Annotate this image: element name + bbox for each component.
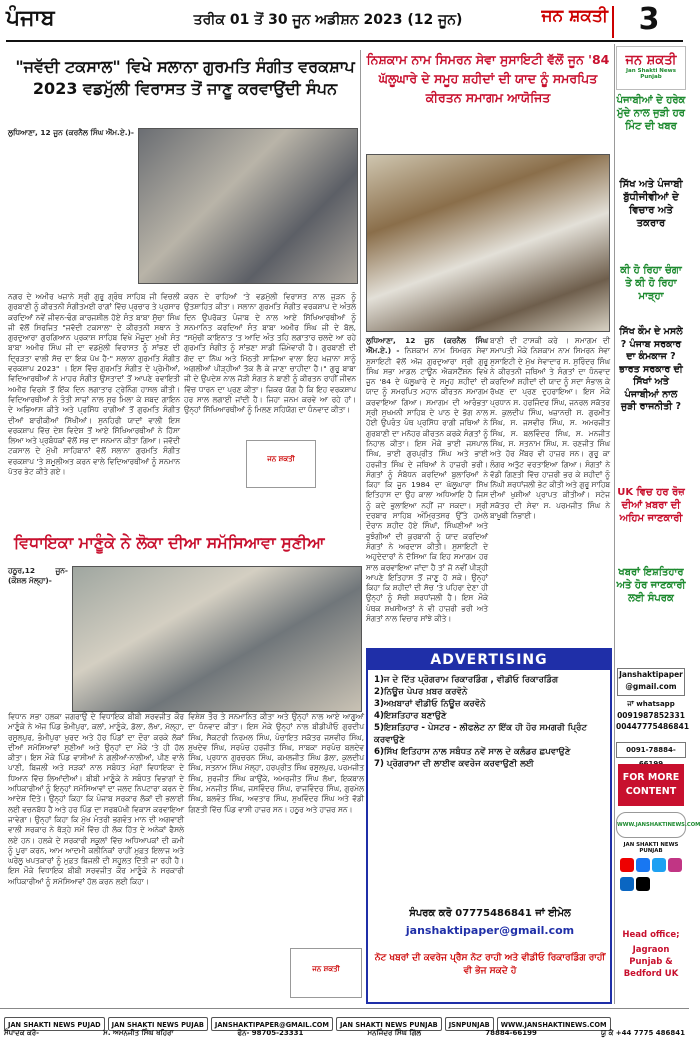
more-content-button[interactable]: FOR MORE CONTENT bbox=[618, 764, 684, 806]
article3-photo bbox=[72, 566, 362, 712]
sidebar-social-icons bbox=[619, 854, 685, 890]
sidebar-blurb-views: ਸਿੱਖ ਅਤੇ ਪੰਜਾਬੀ ਬੁੱਧੀਜੀਵੀਆਂ ਦੇ ਵਿਚਾਰ ਅਤੇ ਤਕਰਾਰ bbox=[619, 179, 683, 229]
facebook-icon[interactable] bbox=[636, 858, 650, 872]
article1-dateline-body bbox=[8, 128, 134, 292]
sidebar-blurb-contact: ਖਬਰਾਂ ਇਸ਼ਤਿਹਾਰ ਅਤੇ ਹੋਰ ਜਾਣਕਾਰੀ ਲਈ ਸੰਪਰਕ bbox=[616, 567, 686, 604]
footer-badges bbox=[4, 1012, 685, 1027]
article2-text-left: ਨਿਸ਼ਕਾਮ ਨਾਮ ਸਿਮਰਨ ਸੇਵਾ ਸੁਸਾਇਟੀ ਵੱਲੋਂ ਅੱਜ ਗੁਰਦੁਆਰਾ ਸ੍ਰੀ ਗੁਰੂ ਸਿੰਘ ਸਭਾ ਮਾਡਲ ਟਾਊਨ ਐਕਸਟੈਂਸ਼ਨ ਵਿਖੇ ਜੂਨ '84 ਦੇ ਘੱਲੂਘਾਰੇ ਦੇ ਸਮੂਹ ਸ਼ਹੀਦਾਂ ਦੀ ਯਾਦ ਨੂੰ ਸਮਰਪਿਤ ਮਹਾਨ ਕੀਰਤਨ ਸਮਾਗਮ ਕਰਵਾਇਆ ਗਿਆ। ਸਮਾਗਮ ਦੀ ਆਰੰਭਤਾ ਸ੍ਰੀ ਸੁਖਮਨੀ ਸਾਹਿਬ ਦੇ ਪਾਠ ਦੇ ਭੋਗ ਨਾਲ ਹੋਈ ਉਪਰੰਤ ਪੰਥ ਪ੍ਰਸਿੱਧ ਰਾਗੀ ਜਥਿਆਂ ਨੇ ਗੁਰਬਾਣੀ ਦਾ ਮਨੋਹਰ ਕੀਰਤਨ ਕਰਕੇ ਸੰਗਤਾਂ ਨੂੰ ਨਿਹਾਲ ਕੀਤਾ। ਇਸ ਮੌਕੇ ਭਾਈ ਜਸਪਾਲ ਸਿੰਘ, ਭਾਈ ਗੁਰਪ੍ਰੀਤ ਸਿੰਘ ਅਤੇ ਭਾਈ ਹਰਜੀਤ ਸਿੰਘ ਦੇ ਜਥਿਆਂ ਨੇ ਹਾਜ਼ਰੀ ਭਰੀ। ਸੰਗਤਾਂ ਨੂੰ ਸੰਬੋਧਨ ਕਰਦਿਆਂ ਬੁਲਾਰਿਆਂ ਨੇ ਕਿਹਾ ਕਿ ਜੂਨ 1984 ਦਾ ਘੱਲੂਘਾਰਾ ਸਿੱਖ ਇਤਿਹਾਸ ਦਾ ਉਹ ਕਾਲਾ ਅਧਿਆਇ ਹੈ ਜਿਸ ਨੂੰ ਕਦੇ ਭੁਲਾਇਆ ਨਹੀਂ ਜਾ ਸਕਦਾ। ਸ੍ਰੀ ਦਰਬਾਰ ਸਾਹਿਬ ਅੰਮ੍ਰਿਤਸਰ ਉੱਤੇ ਹਮਲੇ ਦੌਰਾਨ ਸ਼ਹੀਦ ਹੋਏ ਸਿੰਘਾਂ, ਸਿੰਘਣੀਆਂ ਅਤੇ ਭੁਝੰਗੀਆਂ ਦੀ ਕੁਰਬਾਨੀ ਨੂੰ ਯਾਦ ਕਰਦਿਆਂ ਸੰਗਤਾਂ ਨੇ ਅਰਦਾਸ ਕੀਤੀ। ਸੁਸਾਇਟੀ ਦੇ ਅਹੁਦੇਦਾਰਾਂ ਨੇ ਦੱਸਿਆ ਕਿ ਇਹ ਸਮਾਗਮ ਹਰ ਸਾਲ ਕਰਵਾਇਆ ਜਾਂਦਾ ਹੈ ਤਾਂ ਜੋ ਨਵੀਂ ਪੀੜ੍ਹੀ ਆਪਣੇ ਇਤਿਹਾਸ ਤੋਂ ਜਾਣੂ ਹੋ ਸਕੇ। ਉਨ੍ਹਾਂ ਕਿਹਾ ਕਿ ਸ਼ਹੀਦਾਂ ਦੀ ਸੋਚ 'ਤੇ ਪਹਿਰਾ ਦੇਣਾ ਹੀ ਉਨ੍ਹਾਂ ਨੂੰ ਸੱਚੀ ਸ਼ਰਧਾਂਜਲੀ ਹੈ। ਇਸ ਮੌਕੇ ਪੰਥਕ ਸ਼ਖਸੀਅਤਾਂ ਨੇ ਵੀ ਹਾਜ਼ਰੀ ਭਰੀ ਅਤੇ ਸੰਗਤਾਂ ਨਾਲ ਵਿਚਾਰ ਸਾਂਝੇ ਕੀਤੇ। bbox=[366, 346, 488, 624]
footer-badge-youtube[interactable]: JAN SHAKTI NEWS PUJAD bbox=[4, 1017, 105, 1031]
article1-logo-inset: ਜਨ ਸ਼ਕਤੀ bbox=[246, 440, 316, 488]
footer-credits bbox=[4, 1029, 685, 1042]
footer-badge-instagram[interactable]: JSNPUNJAB bbox=[445, 1017, 494, 1031]
sidebar-blurb-uk: UK ਵਿਚ ਹਰ ਰੋਜ਼ ਦੀਆਂ ਖ਼ਬਰਾ ਦੀ ਅਹਿਮ ਜਾਣਕਾਰੀ bbox=[617, 487, 685, 524]
sidebar-blurb-issues: ਸਿੱਖ ਕੌਮ ਦੇ ਮਸਲੇ ? ਪੰਜਾਬ ਸਰਕਾਰ ਦਾ ਕੰਮਕਾਜ ? ਭਾਰਤ ਸਰਕਾਰ ਦੀ ਸਿੱਖਾਂ ਅਤੇ ਪੰਜਾਬੀਆਂ ਨਾਲ ਜੁੜੀ ਰਾਜਨੀਤੀ ? bbox=[619, 326, 683, 412]
article2-dateline: ਲੁਧਿਆਣਾ, 12 ਜੂਨ (ਕਰਨੈਲ ਸਿੰਘ ਐੱਮ.ਏ.) - bbox=[366, 336, 488, 356]
page-number: 3 bbox=[638, 2, 660, 37]
footer-credit: ਸੰਪਾਦਕ ਕਰੋ- bbox=[4, 1029, 40, 1037]
advert-item: 1)ਜ ਦੇ ਦਿੱਤ ਪ੍ਰੋਗਰਾਮ ਰਿਕਾਰਡਿੰਗ , ਵੀਡੀਓ ਰਿਕਾਰਡਿੰਗ bbox=[374, 675, 559, 685]
sidebar-blurb-good-bad: ਕੀ ਹੋ ਰਿਹਾ ਚੰਗਾ ਤੇ ਕੀ ਹੋ ਰਿਹਾ ਮਾੜ੍ਹਾ bbox=[620, 265, 682, 302]
article1-body-right: ਕਰਨ ਦੇ ਰਾਹਿਆਂ 'ਤੇ ਵਡਮੁੱਲੀ ਵਿਰਾਸਤ ਨਾਲ ਜੁੜਨ ਨੂੰ ਉਤਸ਼ਾਹਿਤ ਕੀਤਾ। ਸਲਾਨਾ ਗੁਰਮਤਿ ਸੰਗੀਤ ਵਰਕਸ਼ਾਪ ਦੇ ਅੰਤਲੇ ਦਿਨ ਉਪਰੋਕਤ ਪੰਜਾਬ ਦੇ ਨਾਲ ਆਏ ਸਿੱਖਿਆਰਥੀਆਂ ਨੂੰ ਸਨਮਾਨਿਤ ਕਰਦਿਆਂ ਸੰਤ ਬਾਬਾ ਅਮੀਰ ਸਿੰਘ ਜੀ ਦੇ ਬੋਲ, "ਸਮੁੱਚੀ ਕਾਇਨਾਤ 'ਤ ਆਦਿ ਅੰਤ ਤਹਿ ਲਗਾਤਾਰ ਚਲਦੇ ਆ ਰਹੇ ਗੁਰਮਤਿ ਸੰਗੀਤ ਨੂੰ ਸਾਂਭਣਾ ਸਾਡੀ ਜ਼ਿੰਮੇਵਾਰੀ ਹੈ। ਗੁਰਬਾਣੀ ਦੀ ਗੋਦ ਦਾ ਨਿੱਘ ਅਤੇ ਮਿੱਠਤੀ ਸਾਜ਼ਿਆ ਵਾਲਾ ਇਹ ਖ਼ਜ਼ਾਨਾ ਸਾਨੂੰ ਅਗਲੀਆਂ ਪੀੜ੍ਹੀਆਂ ਤੱਕ ਲੈ ਕੇ ਜਾਣਾ ਚਾਹੀਦਾ ਹੈ।" ਗੁਰੂ ਬਾਬਾ ਜੀ ਦੇ ਉਪਦੇਸ਼ ਨਾਲ ਜੋੜੀ ਸੰਗਤ ਨੇ ਬਾਣੀ ਨੂੰ ਕੀਰਤਨ ਰਾਹੀਂ ਜੀਵਨ ਵਿੱਚ ਧਾਰਨ ਦਾ ਪ੍ਰਣ ਕੀਤਾ। ਜ਼ਿਕਰ ਯੋਗ ਹੈ ਕਿ ਇਹ ਵਰਕਸ਼ਾਪ ਹਰ ਸਾਲ ਲਗਾਈ ਜਾਂਦੀ ਹੈ। ਜਿਹਾ ਜਨਮ ਕਰਵੇ ਆ ਰਹੇ ਹਾਂ। ਉਨ੍ਹਾਂ ਸਿੱਖਿਆਰਥੀਆਂ ਨੂੰ ਮਿਲਣ ਸਹਿਯੋਗ ਦਾ ਧੰਨਵਾਦ ਕੀਤਾ। bbox=[184, 292, 356, 415]
advert-item: 7) ਪ੍ਰੋਗਰਾਮਾ ਦੀ ਲਾਈਵ ਕਵਰੇਜ ਕਰਵਾਉਣੀ ਲਈ bbox=[374, 759, 534, 769]
column-divider bbox=[360, 50, 361, 530]
article2-body-right: ਬਾਣੀ ਦੀ ਟਾਸਕੀ ਕਰੇ । ਸਮਾਗਮ ਦੀ ਸਮਾਪਤੀ ਮੌਕੇ ਨਿਸ਼ਕਾਮ ਨਾਮ ਸਿਮਰਨ ਸੇਵਾ ਸੁਸਾਇਟੀ ਦੇ ਮੁੱਖ ਸੇਵਾਦਾਰ ਸ. ਸੁਰਿੰਦਰ ਸਿੰਘ ਨੇ ਕੀਰਤਨੀ ਜਥਿਆਂ ਤੇ ਸੰਗਤਾਂ ਦਾ ਧੰਨਵਾਦ ਕਰਦਿਆਂ ਸ਼ਹੀਦਾਂ ਦੀ ਯਾਦ ਨੂੰ ਸਦਾ ਸੰਭਾਲ ਕੇ ਰੱਖਣ ਦਾ ਪ੍ਰਣ ਦੁਹਰਾਇਆ। ਇਸ ਮੌਕੇ ਪ੍ਰਧਾਨ ਸ. ਹਰਜਿੰਦਰ ਸਿੰਘ, ਜਨਰਲ ਸਕੱਤਰ ਸ. ਕੁਲਦੀਪ ਸਿੰਘ, ਖਜ਼ਾਨਚੀ ਸ. ਗੁਰਮੀਤ ਸਿੰਘ, ਸ. ਜਸਵੀਰ ਸਿੰਘ, ਸ. ਅਮਰਜੀਤ ਸਿੰਘ, ਸ. ਬਲਵਿੰਦਰ ਸਿੰਘ, ਸ. ਮਨਜੀਤ ਸਿੰਘ, ਸ. ਸਤਨਾਮ ਸਿੰਘ, ਸ. ਰਣਜੀਤ ਸਿੰਘ ਅਤੇ ਹੋਰ ਮੈਂਬਰ ਵੀ ਹਾਜ਼ਰ ਸਨ। ਗੁਰੂ ਕਾ ਲੰਗਰ ਅਤੁੱਟ ਵਰਤਾਇਆ ਗਿਆ। ਸੰਗਤਾਂ ਨੇ ਵੱਡੀ ਗਿਣਤੀ ਵਿੱਚ ਹਾਜ਼ਰੀ ਭਰ ਕੇ ਸ਼ਹੀਦਾਂ ਨੂੰ ਨਿੱਘੀ ਸ਼ਰਧਾਂਜਲੀ ਭੇਟ ਕੀਤੀ ਅਤੇ ਗੁਰੂ ਸਾਹਿਬ ਦੀਆਂ ਖੁਸ਼ੀਆਂ ਪ੍ਰਾਪਤ ਕੀਤੀਆਂ। ਸਟੇਜ ਸਕੱਤਰ ਦੀ ਸੇਵਾ ਸ. ਪਰਮਜੀਤ ਸਿੰਘ ਨੇ ਬਾਖੂਬੀ ਨਿਭਾਈ। bbox=[490, 336, 610, 521]
footer-credit: ਯੂ ਕੇ +44 7775 486841 bbox=[601, 1029, 685, 1037]
sidebar-phone-1[interactable]: 0091987852331 bbox=[617, 711, 685, 720]
footer-badge-email[interactable]: JANSHAKTIPAPER@GMAIL.COM bbox=[211, 1017, 333, 1031]
footer-badge-twitter[interactable]: JAN SHAKTI NEWS PUNJAB bbox=[336, 1017, 442, 1031]
sidebar-email-box[interactable]: Janshaktipaper @gmail.com bbox=[617, 668, 685, 696]
sidebar-blurb-news: ਪੰਜਾਬੀਆਂ ਦੇ ਹਰੇਕ ਮੁੱਦੇ ਨਾਲ ਜੁੜੀ ਹਰ ਮਿੰਟ ਦੀ ਖਬਰ bbox=[616, 95, 686, 132]
sidebar-social-label: JAN SHAKTI NEWS PUNJAB bbox=[623, 842, 679, 854]
article1-body-left: ਨਗਰ ਦੇ ਅਮੀਰ ਖਜ਼ਾਨੇ ਸ੍ਰੀ ਗੁਰੂ ਗ੍ਰੰਥ ਸਾਹਿਬ ਜੀ ਵਿਚਲੀ ਗੁਰਬਾਣੀ ਨੂੰ ਕੀਰਤਨੀ ਸੰਗੀਤਮਈ ਰਾਗਾਂ ਵਿੱਚ ਪ੍ਰਚਾਰ ਤੇ ਪ੍ਰਸਾਰ ਕਰਦਿਆਂ ਨਵੇਂ ਜੀਵਨ-ਢੰਗ ਕਾਰਜਸ਼ੀਲ ਹੋਏ ਸੰਤ ਬਾਬਾ ਸੁੱਚਾ ਸਿੰਘ ਜੀ ਵੱਲੋਂ ਸਿਰਜਿਤ "ਜਵੱਦੀ ਟਕਸਾਲ" ਦੇ ਕੀਰਤਨੀ ਸਥਾਨ ਤੇ ਗੁਰਦੁਆਰਾ ਗੁਰਗਿਆਨ ਪ੍ਰਕਾਸ਼ ਸਾਹਿਬ ਵਿਖੇ ਮੌਜੂਦਾ ਮੁਖੀ ਸੰਤ ਬਾਬਾ ਅਮੀਰ ਸਿੰਘ ਜੀ ਦਾ ਵਡਮੁੱਲੀ ਵਿਰਾਸਤ ਨੂੰ ਸਾਂਭਣ ਦੀ ਦ੍ਰਿੜਤਾ ਵਾਲੀ ਸੋਚ ਦਾ ਇਕ ਪੱਖ ਹੈ-" ਸਲਾਨਾ ਗੁਰਮਤਿ ਸੰਗੀਤ ਵਰਕਸ਼ਾਪ 2023" । ਇਸ ਵਿੱਚ ਗੁਰਮਤਿ ਸੰਗੀਤ ਦੇ ਪ੍ਰੇਮੀਆਂ, ਵਿਦਿਆਰਥੀਆਂ ਨੇ ਮਾਹਰ ਸੰਗੀਤ ਉਸਤਾਦਾਂ ਤੋਂ ਆਪਣੇ ਰਵਾਇਤੀ ਅਮੀਰ ਵਿਰਸੇ ਤੋਂ ਇੱਕ ਦਿਨ ਲਗਾਤਾਰ ਟ੍ਰੇਨਿੰਗ ਹਾਸਲ ਕੀਤੀ। ਵਿਦਿਆਰਥੀਆਂ ਨੇ ਤੰਤੀ ਸਾਜ਼ਾਂ ਨਾਲ ਸੁਰ ਮਿਲਾ ਕੇ ਸ਼ਬਦ ਗਾਇਨ ਦੇ ਅਭਿਆਸ ਕੀਤੇ ਅਤੇ ਪ੍ਰਸਿੱਧ ਰਾਗੀਆਂ ਤੋਂ ਗੁਰਮਤਿ ਸੰਗੀਤ ਦੀਆਂ ਬਾਰੀਕੀਆਂ ਸਿੱਖੀਆਂ। ਸੁਨਹਿਰੀ ਯਾਦਾਂ ਵਾਲੀ ਇਸ ਵਰਕਸ਼ਾਪ ਵਿੱਚ ਦੇਸ਼ ਵਿਦੇਸ਼ ਤੋਂ ਆਏ ਸਿੱਖਿਆਰਥੀਆਂ ਨੇ ਹਿੱਸਾ ਲਿਆ ਅਤੇ ਪ੍ਰਬੰਧਕਾਂ ਵੱਲੋਂ ਸਭ ਦਾ ਸਨਮਾਨ ਕੀਤਾ ਗਿਆ। ਜਵੱਦੀ ਟਕਸਾਲ ਦੇ ਮੁੱਖੀ ਸਾਹਿਬਾਨਾਂ ਵੱਲੋਂ ਸਲਾਨਾ ਗੁਰਮਤਿ ਸੰਗੀਤ ਵਰਕਸ਼ਾਪ 'ਤੇ ਸ਼ਮੂਲੀਅਤ ਕਰਨ ਵਾਲੇ ਵਿਦਿਆਰਥੀਆਂ ਨੂੰ ਸਨਮਾਨ ਪੱਤਰ ਭੇਟ ਕੀਤੇ ਗਏ। bbox=[8, 292, 180, 477]
instagram-icon[interactable] bbox=[668, 858, 682, 872]
section-title: ਪੰਜਾਬ bbox=[6, 6, 55, 31]
advert-contact: ਸੰਪਰਕ ਕਰੋ 07775486841 ਜਾਂ ਈਮੇਲ bbox=[409, 908, 571, 919]
sidebar-logo: ਜਨ ਸ਼ਕਤੀ bbox=[625, 53, 677, 68]
youtube-icon[interactable] bbox=[620, 858, 634, 872]
sidebar-logo-sub: Jan Shakti News Punjab bbox=[626, 68, 676, 80]
twitter-icon[interactable] bbox=[652, 858, 666, 872]
masthead-logo: ਜਨ ਸ਼ਕਤੀ bbox=[541, 6, 608, 26]
article2-headline: ਨਿਸ਼ਕਾਮ ਨਾਮ ਸਿਮਰਨ ਸੇਵਾ ਸੁਸਾਇਟੀ ਵੱਲੋਂ ਜੂਨ '84 ਘੱਲੂਘਾਰੇ ਦੇ ਸਮੂਹ ਸ਼ਹੀਦਾਂ ਦੀ ਯਾਦ ਨੂੰ ਸਮਰਪਿਤ ਕੀਰਤਨ ਸਮਾਗਮ ਆਯੋਜਿਤ bbox=[366, 52, 610, 105]
advert-email[interactable]: janshaktipaper@gmail.com bbox=[405, 924, 575, 937]
article1-dateline: ਲੁਧਿਆਣਾ, 12 ਜੂਨ (ਕਰਨੈਲ ਸਿੰਘ ਐੱਮ.ਏ.)- bbox=[8, 128, 134, 137]
article3-logo-inset: ਜਨ ਸ਼ਕਤੀ bbox=[290, 948, 362, 998]
advert-note: ਨੋਟ ਖਬਰਾਂ ਦੀ ਕਵਰੇਜ ਪ੍ਰੈਸ ਨੋਟ ਰਾਹੀ ਅਤੇ ਵੀਡੀਓ ਰਿਕਾਰਡਿੰਗ ਰਾਹੀਂ ਵੀ ਭੇਜ ਸਕਦੇ ਹੋ bbox=[374, 953, 606, 976]
article2-body-left bbox=[366, 336, 488, 646]
sidebar-logo-box bbox=[616, 46, 686, 90]
advert-band: ADVERTISING bbox=[368, 650, 610, 670]
edition-date: ਤਰੀਕ 01 ਤੋਂ 30 ਜੂਨ ਅਡੀਸ਼ਨ 2023 (12 ਜੂਨ) bbox=[193, 12, 463, 28]
article2-photo bbox=[366, 154, 610, 332]
advert-item: 4)ਇਸ਼ਤਿਹਾਰ ਬਣਾਉਣੇ bbox=[374, 711, 447, 721]
footer-credit: ਸ. ਅਮਨਜੀਤ ਸਿੰਘ ਖਹਿਰਾ bbox=[103, 1029, 174, 1037]
advert-list bbox=[374, 674, 606, 906]
footer-credit: 78884-66199 bbox=[485, 1029, 537, 1037]
article3-dateline-body bbox=[8, 566, 68, 706]
article3-headline: ਵਿਧਾਇਕਾ ਮਾਣੂੰਕੇ ਨੇ ਲੋਕਾ ਦੀਆ ਸਮੱਸਿਆਵਾ ਸੁਣੀਆ bbox=[14, 533, 325, 552]
footer-credit: ਮਨਜਿੰਦਰ ਸਿੰਘ ਗਿੱਲ bbox=[367, 1029, 422, 1037]
footer-badge-website[interactable]: WWW.JANSHAKTINEWS.COM bbox=[497, 1017, 611, 1031]
article3-dateline: ਹਠੂਰ,12 ਜੂਨ-(ਕੌਸ਼ਲ ਮੱਲ੍ਹਾ)- bbox=[8, 566, 68, 586]
article3-body-right: ਵਿਸ਼ੇਸ਼ ਤੌਰ ਤੇ ਸਨਮਾਨਿਤ ਕੀਤਾ ਅਤੇ ਉਨ੍ਹਾਂ ਨਾਲ ਆਏ ਆਗੂਆਂ ਦਾ ਧੰਨਵਾਦ ਕੀਤਾ। ਇਸ ਮੌਕੇ ਉਨ੍ਹਾਂ ਨਾਲ ਬੀਡੀਪੀਓ ਗੁਰਦੀਪ ਸਿੰਘ, ਸੈਕਟਰੀ ਨਿਰਮਲ ਸਿੰਘ, ਪੰਚਾਇਤ ਸਕੱਤਰ ਜਸਵੀਰ ਸਿੰਘ, ਸੁਖਦੇਵ ਸਿੰਘ, ਸਰਪੰਚ ਹਰਜੀਤ ਸਿੰਘ, ਸਾਬਕਾ ਸਰਪੰਚ ਬਲਦੇਵ ਸਿੰਘ, ਪ੍ਰਧਾਨ ਗੁਰਚਰਨ ਸਿੰਘ, ਕਮਲਜੀਤ ਸਿੰਘ ਡੱਲਾ, ਕੁਲਦੀਪ ਸਿੰਘ, ਸਤਨਾਮ ਸਿੰਘ ਮੱਲ੍ਹਾ, ਹਰਪ੍ਰੀਤ ਸਿੰਘ ਰਸੂਲਪੁਰ, ਪਰਮਜੀਤ ਸਿੰਘ, ਸੁਰਜੀਤ ਸਿੰਘ ਕਾਉਂਕੇ, ਅਮਰਜੀਤ ਸਿੰਘ ਲੱਖਾ, ਇਕਬਾਲ ਸਿੰਘ, ਮਨਜੀਤ ਸਿੰਘ, ਜਸਵਿੰਦਰ ਸਿੰਘ, ਰਾਜਵਿੰਦਰ ਸਿੰਘ, ਗੁਰਮੇਲ ਸਿੰਘ, ਬਲਵੰਤ ਸਿੰਘ, ਅਵਤਾਰ ਸਿੰਘ, ਸੁਖਵਿੰਦਰ ਸਿੰਘ ਅਤੇ ਵੱਡੀ ਗਿਣਤੀ ਵਿੱਚ ਪਿੰਡ ਵਾਸੀ ਹਾਜ਼ਰ ਸਨ। ਹਠੂਰ ਅਤੇ ਹਾਜ਼ਰ ਸਨ। bbox=[188, 712, 364, 814]
advert-item: 5)ਇਸ਼ਤਿਹਾਰ - ਪੇਸਟਰ - ਲੀਫਲੇਟ ਨਾ ਇੱਕ ਹੀ ਹੋਰ ਸਮਗਰੀ ਪ੍ਰਿੰਟ ਕਰਵਾਉਣੇ bbox=[374, 723, 587, 745]
advert-item: 6)ਸਿੱਖ ਇਤਿਹਾਸ ਨਾਲ ਸਬੰਧਤ ਨਵੇਂ ਸਾਲ ਦੇ ਕਲੰਡਰ ਛਪਵਾਉਣੇ bbox=[374, 747, 571, 757]
linkedin-icon[interactable] bbox=[620, 877, 634, 891]
sidebar-phone-2[interactable]: 00447775486841 bbox=[616, 722, 690, 731]
tiktok-icon[interactable] bbox=[636, 877, 650, 891]
header-rule bbox=[6, 40, 683, 42]
footer bbox=[0, 1008, 689, 1043]
head-office-title: Head office; bbox=[622, 930, 680, 940]
sidebar-phone-3[interactable]: 0091-78884- bbox=[616, 742, 686, 758]
sidebar-website[interactable]: WWW.JANSHAKTINEWS.COM bbox=[616, 812, 686, 838]
article1-headline: "ਜਵੱਦੀ ਟਕਸਾਲ" ਵਿਖੇ ਸਲਾਨਾ ਗੁਰਮਤਿ ਸੰਗੀਤ ਵਰਕਸ਼ਾਪ 2023 ਵਡਮੁੱਲੀ ਵਿਰਾਸਤ ਤੋਂ ਜਾਣੂ ਕਰਵਾਉਂਦੀ ਸੰਪਨ bbox=[15, 57, 355, 98]
advert-item: 3)ਅਖ਼ਬਾਰਾਂ ਵੀਡੀਓ ਨਿਊਜ਼ ਕਰਵੋਨੇ bbox=[374, 699, 486, 709]
article1-photo bbox=[138, 128, 358, 284]
footer-badge-facebook[interactable]: JAN SHAKTI NEWS PUJAB bbox=[108, 1017, 208, 1031]
sidebar-whatsapp-label: ਜਾਂ whatsapp bbox=[627, 700, 675, 708]
head-office: Jagraon Punjab & Bedford UK bbox=[623, 945, 679, 979]
article3-body-left: ਵਿਧਾਨ ਸਭਾ ਹਲਕਾ ਜਗਰਾਉ ਦੇ ਵਿਧਾਇਕ ਬੀਬੀ ਸਰਵਜੀਤ ਕੌਰ ਮਾਣੂੰਕੇ ਨੇ ਅੱਜ ਪਿੰਡ ਭੰਮੀਪੁਰਾ, ਕਲਾਂ, ਮਾਣੂੰਕੇ, ਡੱਲਾ, ਲੱਖਾ, ਮੱਲ੍ਹਾ, ਰਸੂਲਪੁਰ, ਭੰਮੀਪੁਰਾ ਖੁਰਦ ਅਤੇ ਹੋਰ ਪਿੰਡਾਂ ਦਾ ਦੌਰਾ ਕਰਕੇ ਲੋਕਾਂ ਦੀਆਂ ਸਮੱਸਿਆਵਾਂ ਸੁਣੀਆਂ ਅਤੇ ਉਨ੍ਹਾਂ ਦਾ ਮੌਕੇ 'ਤੇ ਹੀ ਹੱਲ ਕੀਤਾ। ਇਸ ਮੌਕੇ ਪਿੰਡ ਵਾਸੀਆਂ ਨੇ ਗਲੀਆਂ-ਨਾਲੀਆਂ, ਪੀਣ ਵਾਲੇ ਪਾਣੀ, ਬਿਜਲੀ ਅਤੇ ਸੜਕਾਂ ਨਾਲ ਸਬੰਧਤ ਮੰਗਾਂ ਵਿਧਾਇਕਾ ਦੇ ਧਿਆਨ ਵਿੱਚ ਲਿਆਂਦੀਆਂ। ਬੀਬੀ ਮਾਣੂੰਕੇ ਨੇ ਸਬੰਧਤ ਵਿਭਾਗਾਂ ਦੇ ਅਧਿਕਾਰੀਆਂ ਨੂੰ ਇਨ੍ਹਾਂ ਸਮੱਸਿਆਵਾਂ ਦਾ ਜਲਦ ਨਿਪਟਾਰਾ ਕਰਨ ਦੇ ਆਦੇਸ਼ ਦਿੱਤੇ। ਉਨ੍ਹਾਂ ਕਿਹਾ ਕਿ ਪੰਜਾਬ ਸਰਕਾਰ ਲੋਕਾਂ ਦੀ ਭਲਾਈ ਲਈ ਵਚਨਬੱਧ ਹੈ ਅਤੇ ਹਰ ਪਿੰਡ ਦਾ ਸਰਬਪੱਖੀ ਵਿਕਾਸ ਕਰਵਾਇਆ ਜਾਵੇਗਾ। ਉਨ੍ਹਾਂ ਕਿਹਾ ਕਿ ਮੁੱਖ ਮੰਤਰੀ ਭਗਵੰਤ ਮਾਨ ਦੀ ਅਗਵਾਈ ਵਾਲੀ ਸਰਕਾਰ ਨੇ ਥੋੜ੍ਹੇ ਸਮੇਂ ਵਿੱਚ ਹੀ ਲੋਕ ਹਿੱਤ ਦੇ ਅਨੇਕਾਂ ਫੈਸਲੇ ਲਏ ਹਨ। ਹਲਕੇ ਦੇ ਸਰਕਾਰੀ ਸਕੂਲਾਂ ਵਿੱਚ ਅਧਿਆਪਕਾਂ ਦੀ ਕਮੀ ਨੂੰ ਪੂਰਾ ਕਰਨ, ਆਮ ਆਦਮੀ ਕਲੀਨਿਕਾਂ ਰਾਹੀਂ ਮੁਫ਼ਤ ਇਲਾਜ ਅਤੇ ਘਰੇਲੂ ਖਪਤਕਾਰਾਂ ਨੂੰ ਮੁਫ਼ਤ ਬਿਜਲੀ ਦੀ ਸਹੂਲਤ ਦਿੱਤੀ ਜਾ ਰਹੀ ਹੈ। ਇਸ ਮੌਕੇ ਵਿਧਾਇਕ ਬੀਬੀ ਸਰਵਜੀਤ ਕੌਰ ਮਾਣੂੰਕੇ ਨੇ ਸਰਕਾਰੀ ਅਧਿਕਾਰੀਆਂ ਨੂੰ ਸਮੱਸਿਆਵਾਂ ਹੱਲ ਕਰਨ ਲਈ ਕਿਹਾ। bbox=[8, 712, 184, 886]
advert-item: 2)ਨਿਊਜ਼ ਪੇਪਰ ਖ਼ਬਰ ਕਰਵੋਨੇ bbox=[374, 687, 468, 697]
footer-credit: ਫੋਨ- 98705-23331 bbox=[237, 1029, 304, 1037]
